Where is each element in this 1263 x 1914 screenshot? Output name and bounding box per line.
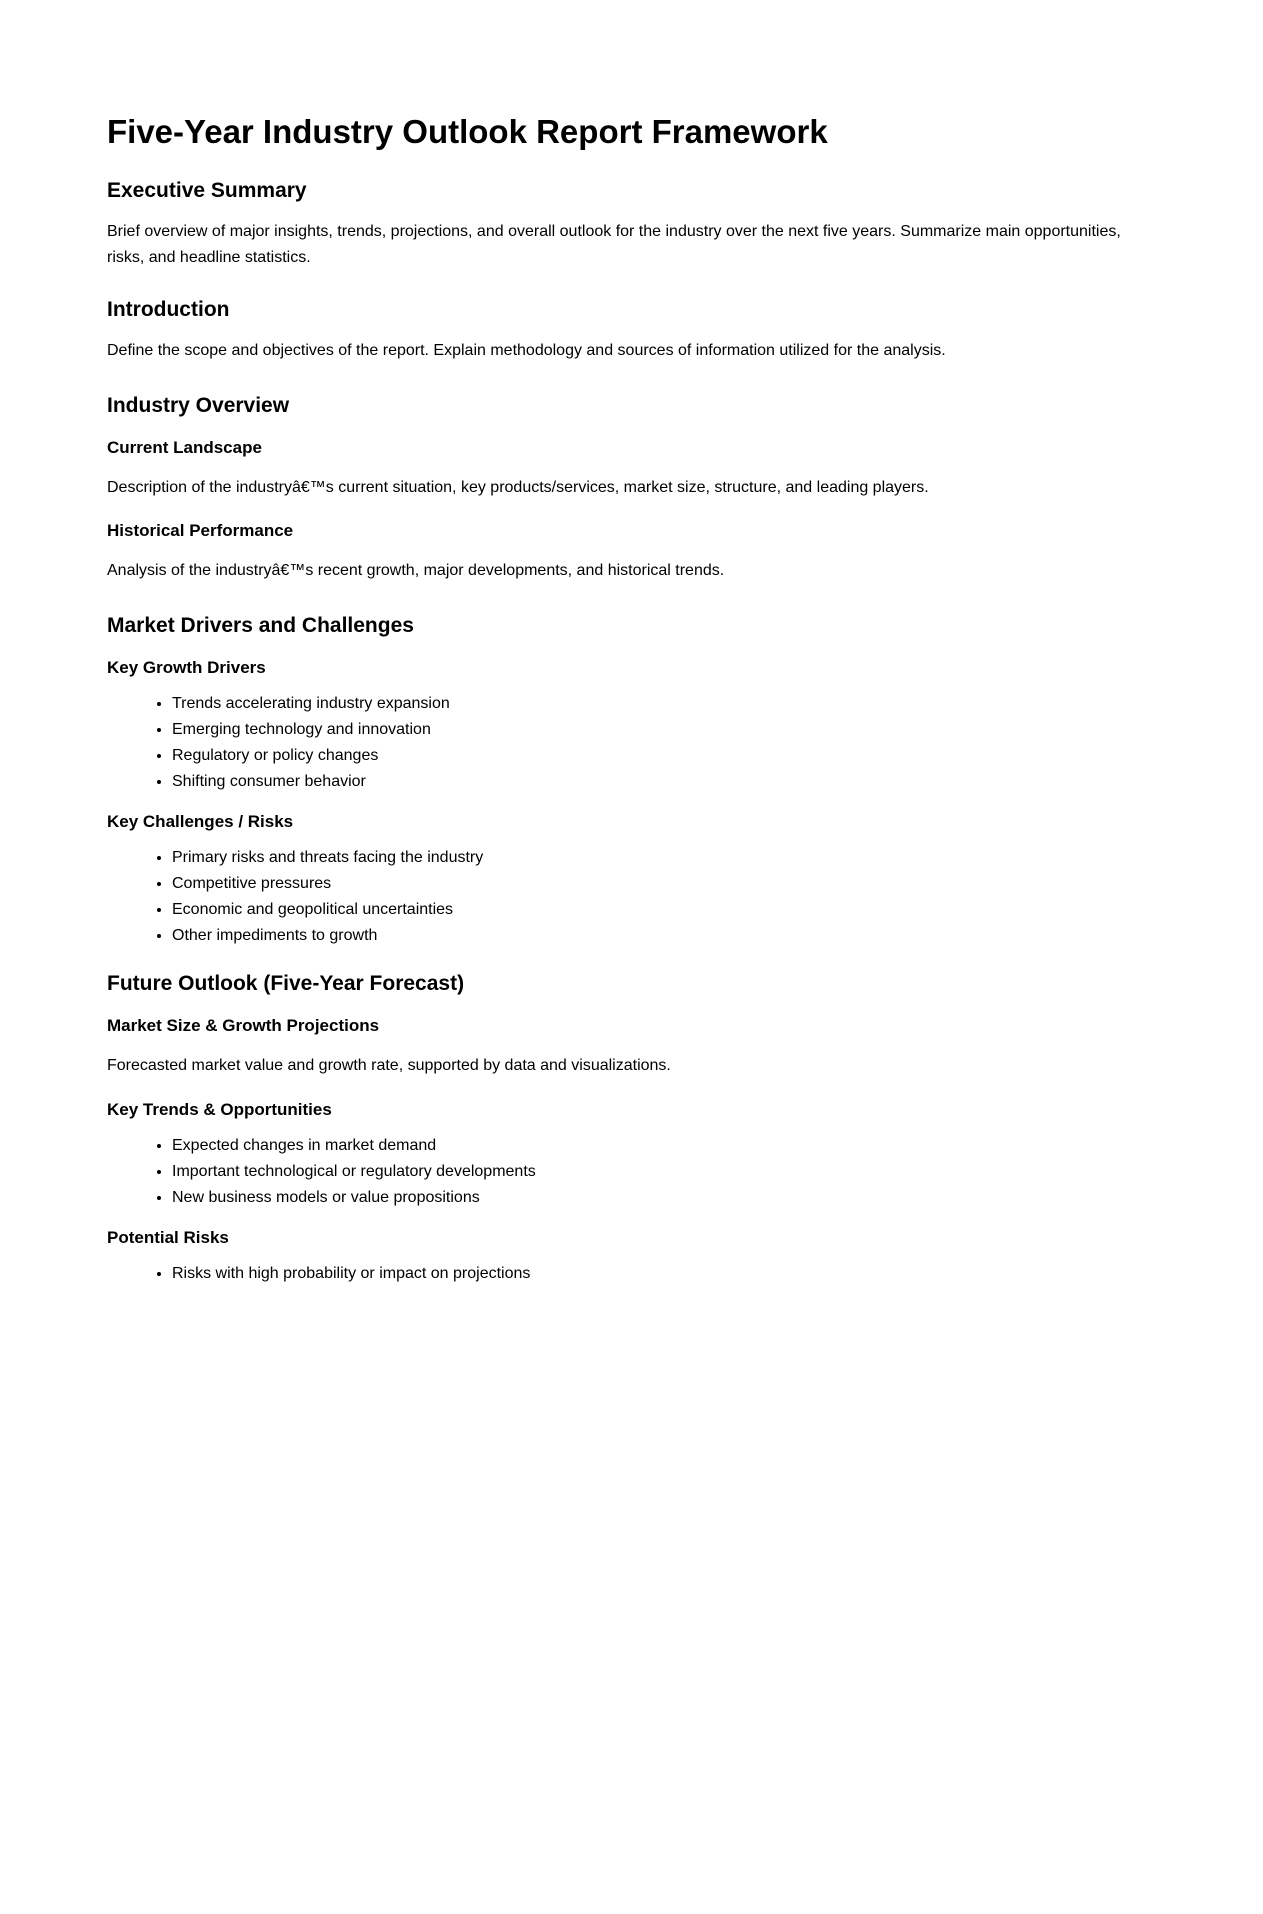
future-outlook-heading: Future Outlook (Five-Year Forecast) <box>107 972 465 995</box>
list-item: • Economic and geopolitical uncertainties <box>172 897 1157 923</box>
drivers-challenges-heading: Market Drivers and Challenges <box>107 614 414 637</box>
list-item: • Primary risks and threats facing the industry <box>172 845 1157 871</box>
market-size-text: Forecasted market value and growth rate, supported by data and visualizations. <box>107 1057 671 1074</box>
executive-summary-heading: Executive Summary <box>107 179 307 202</box>
list-item: • Trends accelerating industry expansion <box>172 691 1157 717</box>
list-item: • New business models or value propositions <box>172 1185 1157 1211</box>
potential-risks-list <box>107 1261 1157 1287</box>
current-landscape-heading: Current Landscape <box>107 438 262 457</box>
market-size-heading: Market Size & Growth Projections <box>107 1016 380 1035</box>
current-landscape-text: Description of the industryâ€™s current situation, key products/services, market size, structure, and leading players. <box>107 479 929 496</box>
historical-performance-heading: Historical Performance <box>107 521 294 540</box>
document-page <box>107 100 1157 1287</box>
potential-risks-heading: Potential Risks <box>107 1228 229 1247</box>
list-item: • Shifting consumer behavior <box>172 769 1157 795</box>
growth-drivers-heading: Key Growth Drivers <box>107 658 266 677</box>
list-item: • Important technological or regulatory developments <box>172 1159 1157 1185</box>
list-item: • Other impediments to growth <box>172 923 1157 949</box>
historical-performance-text: Analysis of the industryâ€™s recent growth, major developments, and historical trends. <box>107 562 725 579</box>
industry-overview-heading: Industry Overview <box>107 394 290 417</box>
trends-heading: Key Trends & Opportunities <box>107 1100 332 1119</box>
challenges-heading: Key Challenges / Risks <box>107 812 294 831</box>
introduction-heading: Introduction <box>107 298 230 321</box>
list-item: • Competitive pressures <box>172 871 1157 897</box>
executive-summary-text: Brief overview of major insights, trends, projections, and overall outlook for the industry over the next five years. Summarize main opportunities, risks, and headline statistics. <box>107 223 1121 266</box>
list-item: • Risks with high probability or impact on projections <box>172 1261 1157 1287</box>
growth-drivers-list <box>107 691 1157 795</box>
challenges-list <box>107 845 1157 949</box>
list-item: • Emerging technology and innovation <box>172 717 1157 743</box>
page-title: Five-Year Industry Outlook Report Framework <box>107 113 828 150</box>
introduction-text: Define the scope and objectives of the report. Explain methodology and sources of information utilized for the analysis. <box>107 342 946 359</box>
list-item: • Regulatory or policy changes <box>172 743 1157 769</box>
list-item: • Expected changes in market demand <box>172 1133 1157 1159</box>
trends-list <box>107 1133 1157 1211</box>
